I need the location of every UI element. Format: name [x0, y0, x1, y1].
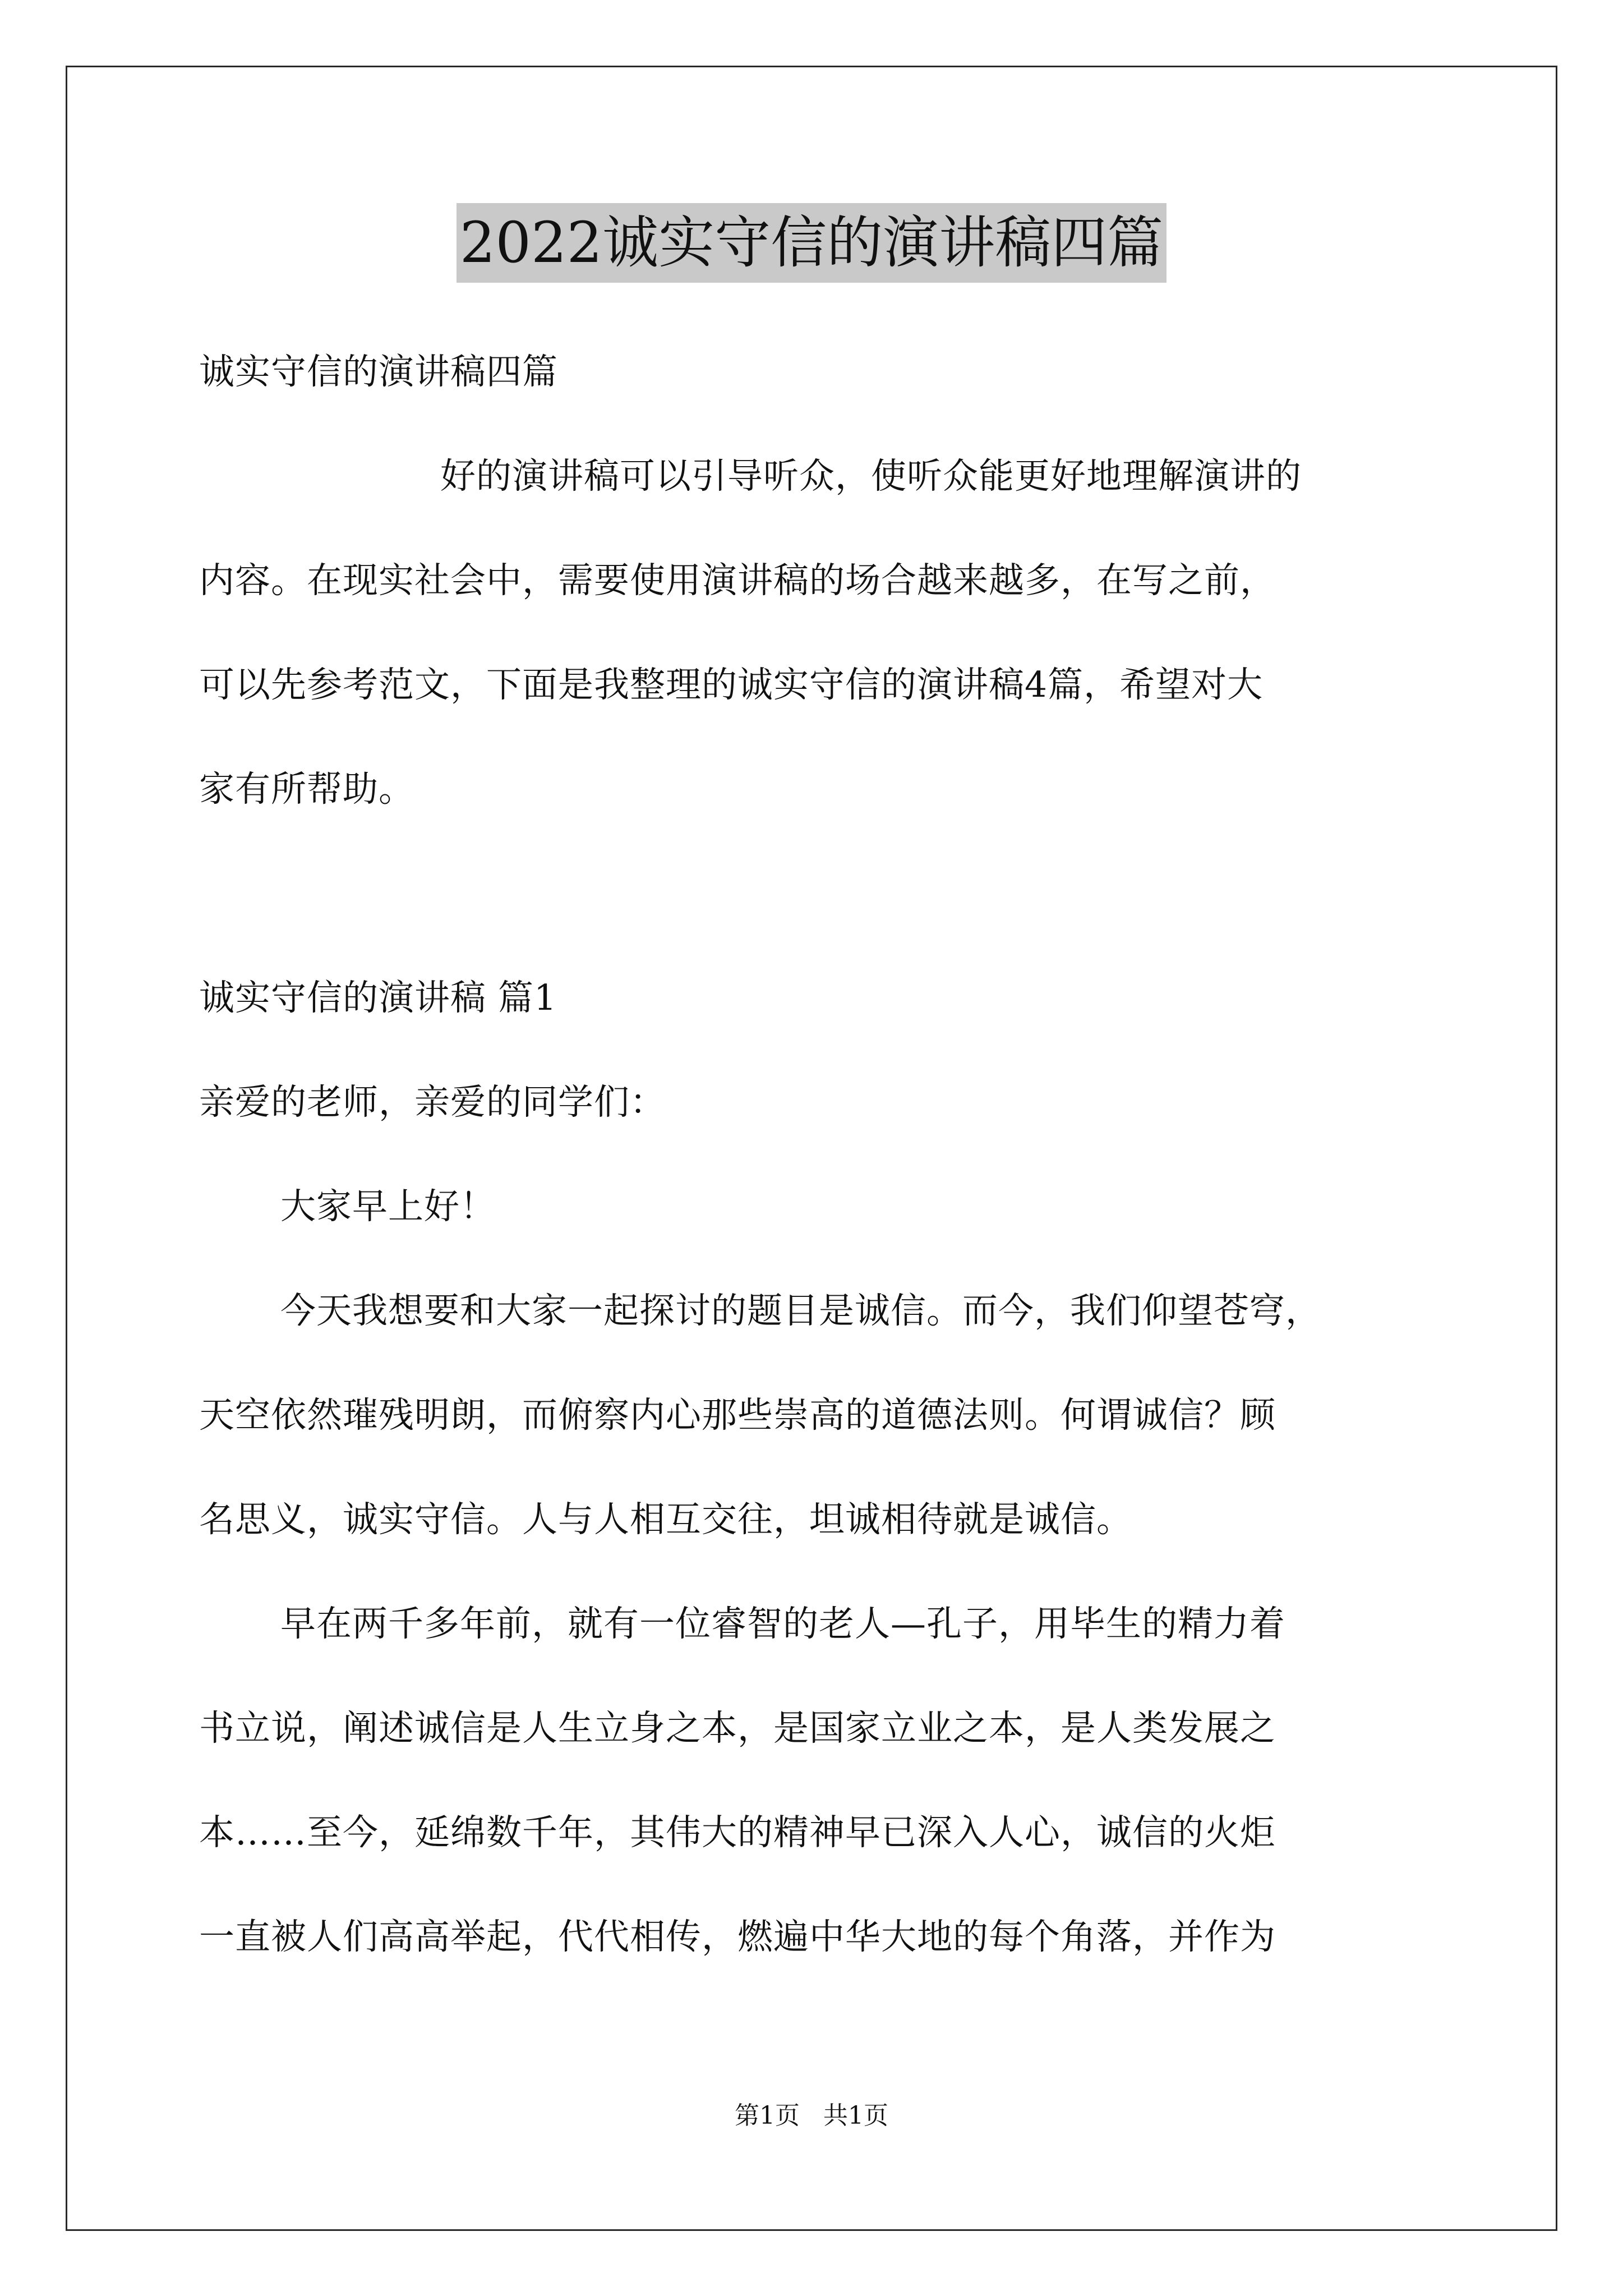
intro-paragraph-line: 好的演讲稿可以引导听众，使听众能更好地理解演讲的: [440, 455, 1302, 496]
intro-paragraph-line: 可以先参考范文，下面是我整理的诚实守信的演讲稿4篇，希望对大: [199, 664, 1264, 705]
title-container: [0, 203, 1623, 283]
page-footer: [0, 2095, 1623, 2131]
body-paragraph-line: 书立说，阐述诚信是人生立身之本，是国家立业之本，是人类发展之: [199, 1708, 1276, 1749]
intro-paragraph-line: 内容。在现实社会中，需要使用演讲稿的场合越来越多，在写之前，: [199, 560, 1276, 601]
body-paragraph-line: 天空依然璀残明朗，而俯察内心那些崇高的道德法则。何谓诚信？顾: [199, 1395, 1276, 1435]
subtitle: 诚实守信的演讲稿四篇: [199, 351, 558, 392]
greeting: 大家早上好！: [280, 1186, 496, 1227]
body-paragraph-line: 一直被人们高高举起，代代相传，燃遍中华大地的每个角落，并作为: [199, 1916, 1276, 1957]
body-paragraph-line: 本……至今，延绵数千年，其伟大的精神早已深入人心，诚信的火炬: [199, 1812, 1276, 1853]
salutation: 亲爱的老师，亲爱的同学们：: [199, 1082, 666, 1122]
section-heading: 诚实守信的演讲稿 篇1: [199, 977, 557, 1018]
document-title: 2022诚实守信的演讲稿四篇: [457, 203, 1167, 283]
body-paragraph-line: 今天我想要和大家一起探讨的题目是诚信。而今，我们仰望苍穹，: [280, 1290, 1321, 1331]
body-paragraph-line: 名思义，诚实守信。人与人相互交往，坦诚相待就是诚信。: [199, 1499, 1132, 1540]
body-paragraph-line: 早在两千多年前，就有一位睿智的老人—孔子，用毕生的精力着: [280, 1603, 1285, 1644]
blank-line: [199, 841, 1433, 946]
page-number: 第1页: [735, 2101, 800, 2130]
page-total: 共1页: [823, 2101, 888, 2130]
document-body: [199, 320, 1433, 1989]
intro-paragraph-line: 家有所帮助。: [199, 769, 414, 809]
